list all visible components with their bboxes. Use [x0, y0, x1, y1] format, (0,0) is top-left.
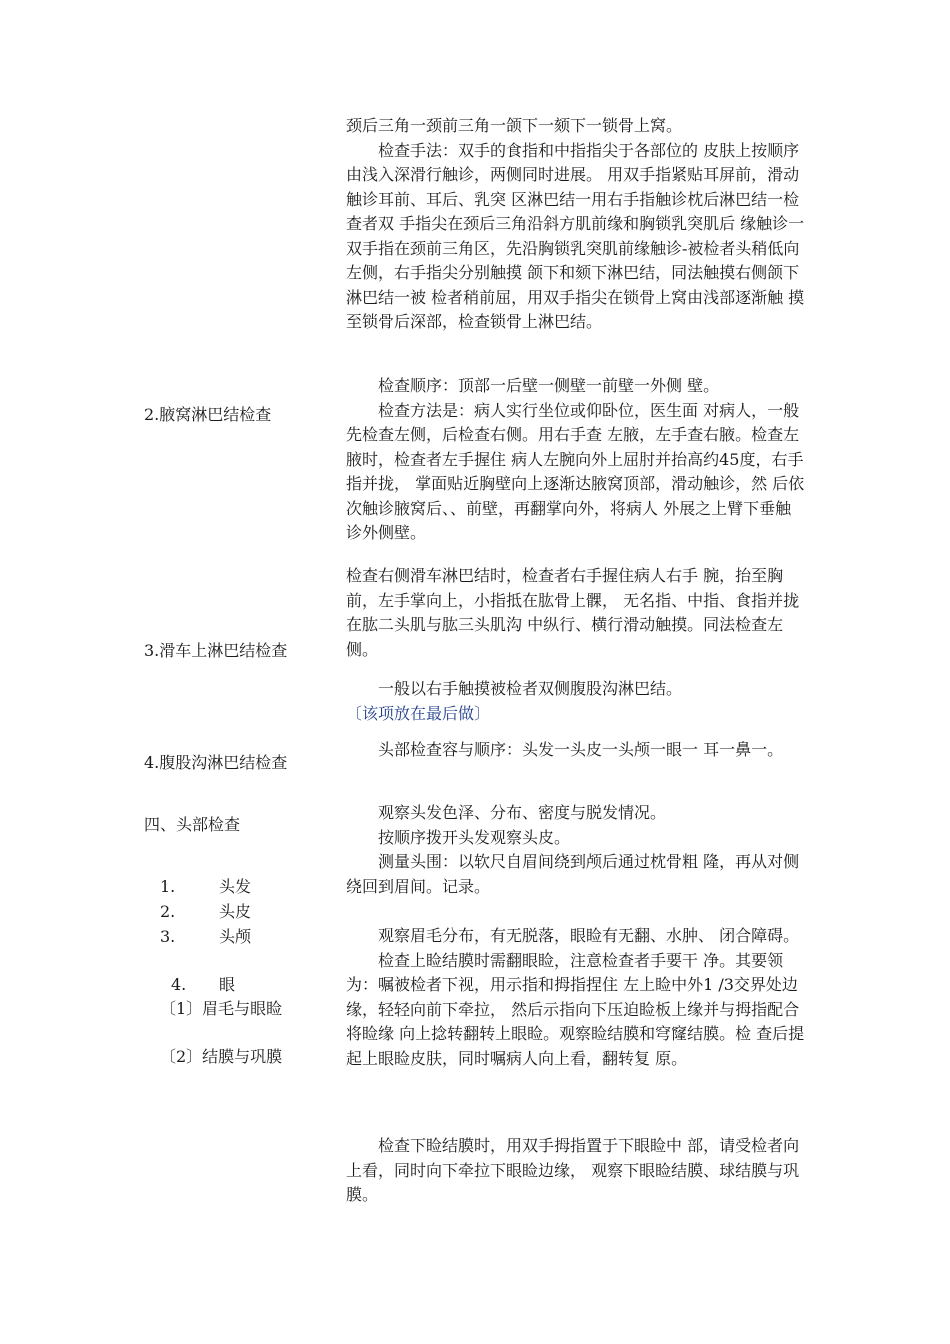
head-item-num-1: 1.: [160, 877, 176, 896]
head-order-block: [346, 738, 806, 763]
axillary-order-text: 检查顺序：顶部一后壁一侧壁一前壁一外侧 壁。: [378, 376, 720, 395]
axillary-method-text: 检查方法是：病人实行坐位或仰卧位，医生面 对病人，一般先检查左侧，后检查右侧。用右手查 左腋，左手查右腋。检查左腋时，检查者左手握住 病人左腕向外上屈肘并抬高约45度，右手指并拢， 掌面贴近胸壁向上逐渐达腋窝顶部，滑动触诊，然 后依次触诊腋窝后、、前壁，再翻掌向外，将病人 外展之上臂下垂触诊外侧壁。: [346, 400, 805, 542]
head-item-eye: 眼: [219, 975, 236, 994]
head-item-skull: 头颅: [219, 927, 252, 946]
lower-conjunctiva-text: 检查下睑结膜时，用双手拇指置于下眼睑中 部，请受检者向上看，同时向下牵拉下眼睑边缘， 观察下眼睑结膜、球结膜与巩膜。: [346, 1136, 800, 1204]
head-order-text: 头部检查容与顺序：头发一头皮一头颅一眼一 耳一鼻一。: [378, 740, 784, 759]
inguinal-note: 〔该项放在最后做〕: [346, 703, 491, 723]
eyebrow-eyelid-text: 观察眉毛分布，有无脱落，眼睑有无翻、水肿、 闭合障碍。: [378, 926, 800, 945]
upper-conjunctiva-text: 检查上睑结膜时需翻眼睑，注意检查者手要干 净。其要领为：嘱被检者下视，用示指和拇指捏住 左上睑中外1 /3交界处边缘，轻轻向前下牵拉， 然后示指向下压迫睑板上缘并与拇指配合将睑缘 向上捻转翻转上眼睑。观察睑结膜和穹窿结膜。检 查后提起上眼睑皮肤，同时嘱病人向上看，翻转复 原。: [346, 950, 805, 1068]
head-circumference-text: 测量头围：以软尺自眉间绕到颅后通过枕骨粗 隆，再从对侧绕回到眉间。记录。: [346, 852, 800, 896]
epitrochlear-method-text: 检查右侧滑车淋巴结时，检查者右手握住病人右手 腕，抬至胸前，左手掌向上，小指抵在肱骨上髁， 无名指、中指、食指并拢在肱二头肌与肱三头肌沟 中纵行、横行滑动触摸。同法检查左侧。: [346, 566, 800, 659]
inguinal-method-text: 一般以右手触摸被检者双侧腹股沟淋巴结。: [378, 679, 683, 698]
eye-sub-eyebrow-eyelid: 〔1〕眉毛与眼睑: [160, 999, 283, 1018]
head-item-num-2: 2.: [160, 902, 176, 921]
cervical-method-text: 检查手法：双手的食指和中指指尖于各部位的 皮肤上按顺序由浅入深滑行触诊，两侧同时进展。 用双手指紧贴耳屏前，滑动触诊耳前、耳后、乳突 区淋巴结一用右手指触诊枕后淋巴结一检查者双 手指尖在颈后三角沿斜方肌前缘和胸锁乳突肌后 缘触诊一双手指在颈前三角区，先沿胸锁乳突肌前缘触诊-被检者头稍低向左侧，右手指尖分别触摸 颌下和颏下淋巴结，同法触摸右侧颌下淋巴结一被 检者稍前屈，用双手指尖在锁骨上窝由浅部逐渐触 摸至锁骨后深部，检查锁骨上淋巴结。: [346, 140, 805, 331]
heading-inguinal-lymph: 4.腹股沟淋巴结检查: [144, 753, 288, 772]
head-item-num-3: 3.: [160, 927, 176, 946]
eye-sub-conjunctiva-sclera: 〔2〕结膜与巩膜: [160, 1047, 283, 1066]
lower-conjunctiva-block: [346, 1134, 806, 1208]
epitrochlear-lymph-block: [346, 564, 806, 662]
head-item-scalp: 头皮: [219, 902, 252, 921]
hair-scalp-skull-block: [346, 801, 806, 899]
heading-axillary-lymph: 2.腋窝淋巴结检查: [144, 405, 272, 424]
inguinal-lymph-block: [346, 677, 806, 726]
cervical-lymph-block: [346, 114, 806, 335]
heading-epitrochlear-lymph: 3.滑车上淋巴结检查: [144, 641, 288, 660]
head-item-num-4: 4.: [171, 975, 187, 994]
cervical-order-text: 颈后三角一颈前三角一颌下一颏下一锁骨上窝。: [346, 116, 683, 135]
axillary-lymph-block: [346, 374, 806, 546]
hair-observe-text: 观察头发色泽、分布、密度与脱发情况。: [378, 803, 667, 822]
head-item-hair: 头发: [219, 877, 252, 896]
scalp-observe-text: 按顺序拨开头发观察头皮。: [378, 827, 571, 847]
heading-head-exam: 四、头部检查: [144, 815, 241, 834]
eye-exam-block: [346, 924, 806, 1071]
